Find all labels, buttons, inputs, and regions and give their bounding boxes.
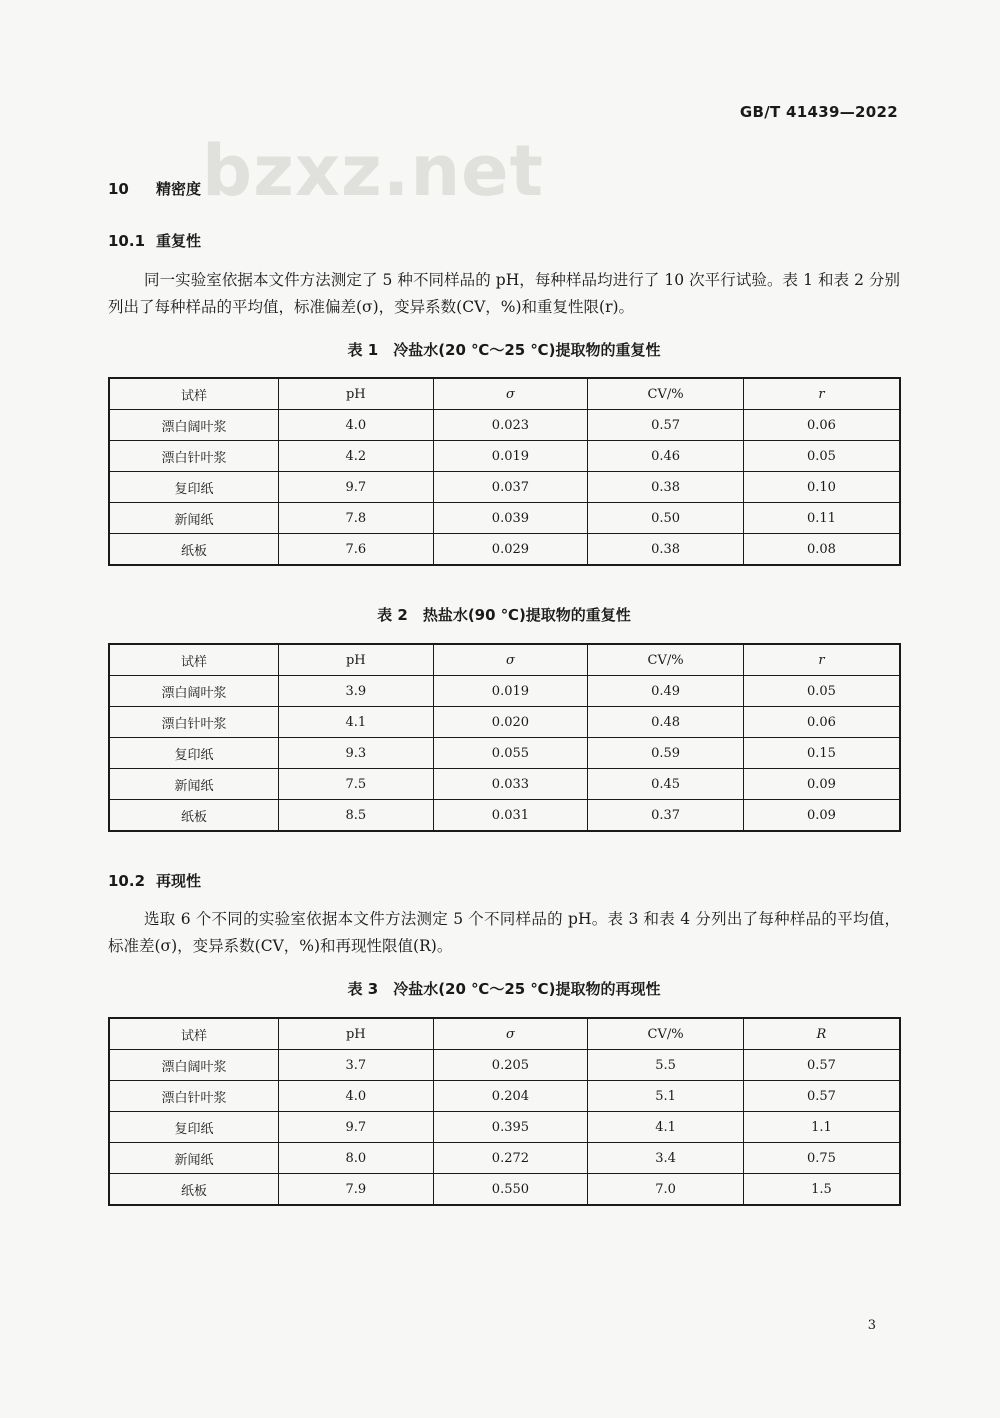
table-row: [109, 441, 900, 472]
table-2-caption: 表 2 热盐水(90 ℃)提取物的重复性: [377, 606, 631, 624]
table-cell: 8.5: [279, 800, 434, 832]
table-cell: 5.1: [588, 1081, 744, 1112]
standard-code: GB/T 41439—2022: [739, 103, 898, 121]
table-cell: 0.57: [743, 1081, 900, 1112]
table-cell: 1.1: [743, 1112, 900, 1143]
section-title: 精密度: [156, 180, 202, 198]
table-cell: 0.15: [743, 738, 900, 769]
column-header: CV/%: [588, 378, 744, 410]
column-header: σ: [433, 1018, 588, 1050]
table-cell: 复印纸: [109, 738, 279, 769]
table-row: [109, 769, 900, 800]
table-header-row: [109, 378, 900, 410]
table-2: [108, 643, 901, 832]
table-cell: 0.019: [433, 441, 588, 472]
table-cell: 0.49: [588, 676, 744, 707]
table-cell: 0.06: [743, 707, 900, 738]
page-number: 3: [867, 1318, 876, 1333]
table-cell: 4.0: [279, 1081, 434, 1112]
table-cell: 0.45: [588, 769, 744, 800]
table-cell: 9.3: [279, 738, 434, 769]
table-header-row: [109, 1018, 900, 1050]
table-row: [109, 503, 900, 534]
table-cell: 0.055: [433, 738, 588, 769]
table-cell: 7.0: [588, 1174, 744, 1206]
table-cell: 漂白针叶浆: [109, 1081, 279, 1112]
table-cell: 0.10: [743, 472, 900, 503]
table-cell: 0.08: [743, 534, 900, 566]
table-row: [109, 738, 900, 769]
column-header: R: [743, 1018, 900, 1050]
table-cell: 新闻纸: [109, 503, 279, 534]
table-cell: 纸板: [109, 1174, 279, 1206]
column-header: σ: [433, 644, 588, 676]
table-cell: 复印纸: [109, 472, 279, 503]
table-row: [109, 707, 900, 738]
table-cell: 新闻纸: [109, 769, 279, 800]
table-cell: 0.09: [743, 769, 900, 800]
table-row: [109, 1050, 900, 1081]
table-cell: 0.46: [588, 441, 744, 472]
table-cell: 0.023: [433, 410, 588, 441]
table-1-caption: 表 1 冷盐水(20 ℃～25 ℃)提取物的重复性: [347, 341, 661, 359]
table-cell: 0.57: [743, 1050, 900, 1081]
table-cell: 新闻纸: [109, 1143, 279, 1174]
table-cell: 0.019: [433, 676, 588, 707]
table-cell: 9.7: [279, 1112, 434, 1143]
table-row: [109, 1112, 900, 1143]
repeatability-paragraph: 同一实验室依据本文件方法测定了 5 种不同样品的 pH，每种样品均进行了 10 次平行试验。表 1 和表 2 分别列出了每种样品的平均值，标准偏差(σ)，变异系数(CV，%)和重复性限(r)。: [108, 271, 900, 316]
table-row: [109, 410, 900, 441]
reproducibility-paragraph: 选取 6 个不同的实验室依据本文件方法测定 5 个不同样品的 pH。表 3 和表 4 分列出了每种样品的平均值，标准差(σ)，变异系数(CV，%)和再现性限值(R)。: [108, 910, 900, 955]
table-cell: 7.6: [279, 534, 434, 566]
section-number: 10.2: [108, 872, 146, 890]
table-cell: 0.020: [433, 707, 588, 738]
column-header: 试样: [109, 644, 279, 676]
column-header: pH: [279, 378, 434, 410]
table-cell: 1.5: [743, 1174, 900, 1206]
table-cell: 0.59: [588, 738, 744, 769]
table-cell: 8.0: [279, 1143, 434, 1174]
table-cell: 0.37: [588, 800, 744, 832]
table-cell: 漂白针叶浆: [109, 707, 279, 738]
table-cell: 0.05: [743, 441, 900, 472]
table-cell: 漂白阔叶浆: [109, 410, 279, 441]
table-cell: 4.0: [279, 410, 434, 441]
table-cell: 0.38: [588, 534, 744, 566]
table-header-row: [109, 644, 900, 676]
watermark: bzxz.net: [202, 130, 545, 212]
table-cell: 0.09: [743, 800, 900, 832]
table-cell: 4.1: [588, 1112, 744, 1143]
table-cell: 7.5: [279, 769, 434, 800]
table-cell: 0.033: [433, 769, 588, 800]
section-title: 重复性: [156, 232, 202, 250]
table-cell: 0.029: [433, 534, 588, 566]
table-cell: 5.5: [588, 1050, 744, 1081]
table-cell: 3.4: [588, 1143, 744, 1174]
column-header: r: [743, 644, 900, 676]
section-10-2-heading: [108, 870, 201, 891]
table-cell: 0.031: [433, 800, 588, 832]
table-cell: 0.75: [743, 1143, 900, 1174]
column-header: pH: [279, 1018, 434, 1050]
table-cell: 0.550: [433, 1174, 588, 1206]
table-cell: 0.037: [433, 472, 588, 503]
table-row: [109, 534, 900, 566]
table-cell: 0.039: [433, 503, 588, 534]
table-cell: 0.205: [433, 1050, 588, 1081]
table-row: [109, 1174, 900, 1206]
table-cell: 0.11: [743, 503, 900, 534]
column-header: 试样: [109, 378, 279, 410]
table-row: [109, 1143, 900, 1174]
table-cell: 复印纸: [109, 1112, 279, 1143]
table-row: [109, 1081, 900, 1112]
table-cell: 7.8: [279, 503, 434, 534]
column-header: pH: [279, 644, 434, 676]
table-cell: 0.395: [433, 1112, 588, 1143]
table-cell: 纸板: [109, 800, 279, 832]
table-cell: 3.7: [279, 1050, 434, 1081]
table-cell: 0.272: [433, 1143, 588, 1174]
table-cell: 4.2: [279, 441, 434, 472]
section-10-heading: [108, 178, 201, 199]
table-cell: 漂白阔叶浆: [109, 676, 279, 707]
table-cell: 0.50: [588, 503, 744, 534]
table-3-caption: 表 3 冷盐水(20 ℃～25 ℃)提取物的再现性: [347, 980, 661, 998]
table-cell: 3.9: [279, 676, 434, 707]
table-cell: 漂白阔叶浆: [109, 1050, 279, 1081]
table-cell: 9.7: [279, 472, 434, 503]
section-10-1-heading: [108, 230, 201, 251]
section-number: 10.1: [108, 232, 146, 250]
table-row: [109, 800, 900, 832]
table-cell: 4.1: [279, 707, 434, 738]
section-title: 再现性: [156, 872, 202, 890]
table-cell: 0.204: [433, 1081, 588, 1112]
table-cell: 漂白针叶浆: [109, 441, 279, 472]
table-cell: 0.06: [743, 410, 900, 441]
column-header: 试样: [109, 1018, 279, 1050]
table-row: [109, 676, 900, 707]
table-cell: 纸板: [109, 534, 279, 566]
column-header: σ: [433, 378, 588, 410]
table-cell: 0.48: [588, 707, 744, 738]
table-cell: 0.38: [588, 472, 744, 503]
table-cell: 7.9: [279, 1174, 434, 1206]
table-row: [109, 472, 900, 503]
section-number: 10: [108, 180, 129, 198]
column-header: CV/%: [588, 644, 744, 676]
table-cell: 0.57: [588, 410, 744, 441]
column-header: r: [743, 378, 900, 410]
column-header: CV/%: [588, 1018, 744, 1050]
table-3: [108, 1017, 901, 1206]
table-cell: 0.05: [743, 676, 900, 707]
table-1: [108, 377, 901, 566]
